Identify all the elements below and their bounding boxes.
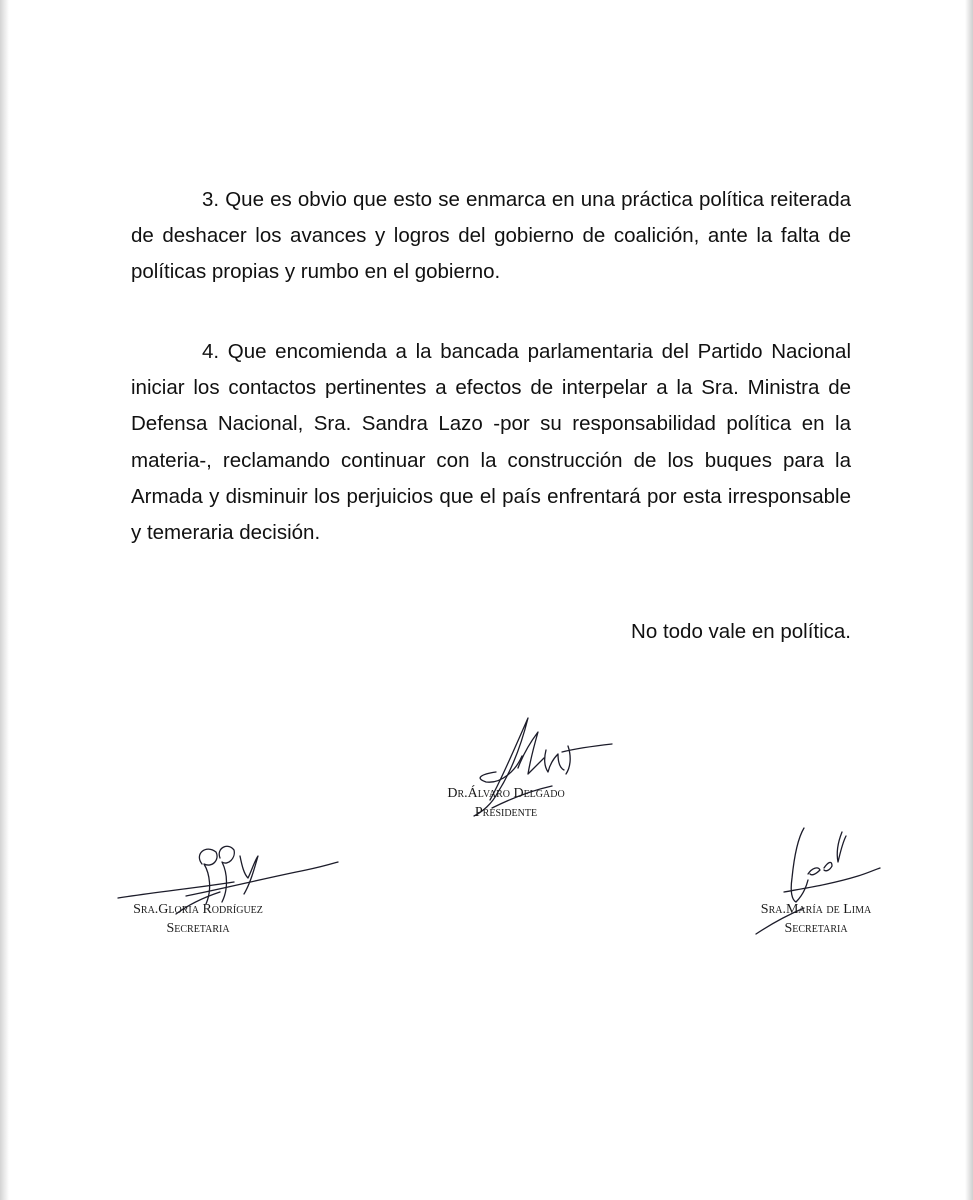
page-edge-right — [965, 0, 973, 1200]
signatory-role: Secretaria — [166, 921, 230, 936]
paragraph-3: 3. Que es obvio que esto se enmarca en una práctica política reiterada de deshacer los avances y logros del gobierno de coalición, ante la falta de políticas propias y rumbo en el gobierno. — [131, 188, 851, 284]
signature-block-president — [432, 784, 580, 822]
paragraph-4: 4. Que encomienda a la bancada parlamentaria del Partido Nacional iniciar los contactos pertinentes a efectos de interpelar a la Sra. Ministra de Defensa Nacional, Sra. Sandra Lazo -por su responsabilidad política en la materia-, reclamando continuar con la construcción de los buques para la Armada y disminuir los perjuicios que el país enfrentará por esta irresponsable y temeraria decisión. — [131, 340, 851, 545]
signatory-name: Sra.Gloria Rodríguez — [133, 902, 263, 917]
signature-block-secretary-right — [742, 900, 890, 938]
closing-statement: No todo vale en política. — [631, 620, 851, 643]
page-edge-left — [0, 0, 9, 1200]
signatory-name: Dr.Álvaro Delgado — [447, 786, 565, 801]
signature-block-secretary-left — [118, 900, 278, 938]
signatory-role: Secretaria — [784, 921, 848, 936]
signatory-role: Presidente — [474, 805, 538, 820]
signatory-name: Sra.María de Lima — [760, 902, 872, 917]
